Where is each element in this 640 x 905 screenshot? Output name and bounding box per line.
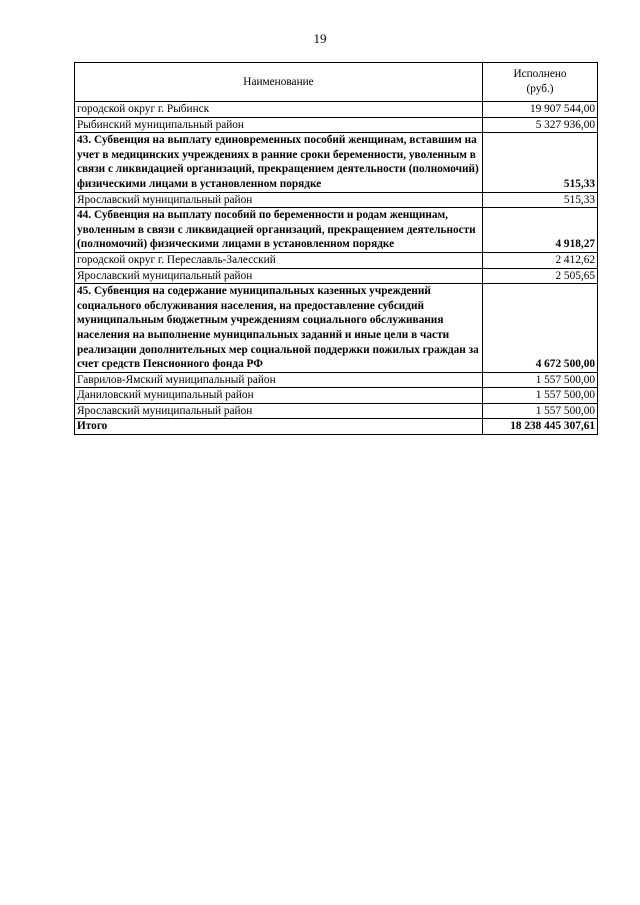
row-value: 2 412,62	[483, 252, 598, 268]
column-header-executed	[483, 63, 598, 102]
row-name: Ярославский муниципальный район	[75, 403, 483, 419]
row-value: 2 505,65	[483, 268, 598, 284]
row-value: 1 557 500,00	[483, 388, 598, 404]
page-number: 19	[313, 31, 327, 46]
row-value: 19 907 544,00	[483, 102, 598, 118]
row-value: 1 557 500,00	[483, 403, 598, 419]
table-header-row	[75, 63, 598, 102]
total-row	[75, 419, 598, 435]
section-row	[75, 284, 598, 373]
row-value: 5 327 936,00	[483, 117, 598, 133]
section-name: 45. Субвенция на содержание муниципальных казенных учреждений социального обслуживания населения, на предоставление субсидий муниципальным бюджетным учреждениям социального обслуживания населения на выполнение муниципальных заданий и иные цели в части реализации дополнительных мер социальной поддержки пожилых граждан за счет средств Пенсионного фонда РФ	[75, 284, 483, 373]
row-name: Ярославский муниципальный район	[75, 192, 483, 208]
section-value: 4 672 500,00	[483, 284, 598, 373]
row-name: городской округ г. Рыбинск	[75, 102, 483, 118]
section-row	[75, 133, 598, 192]
table-row	[75, 268, 598, 284]
table-row	[75, 388, 598, 404]
column-header-name: Наименование	[75, 63, 483, 102]
table-row	[75, 252, 598, 268]
row-value: 1 557 500,00	[483, 372, 598, 388]
row-name: Ярославский муниципальный район	[75, 268, 483, 284]
column-header-executed-line1: Исполнено	[513, 68, 567, 81]
column-header-executed-line2: (руб.)	[526, 83, 554, 95]
section-name: 43. Субвенция на выплату единовременных пособий женщинам, вставшим на учет в медицинских учреждениях в ранние сроки беременности, уволенным в связи с ликвидацией организаций, прекращением деятельности (полномочий) физическими лицами в установленном порядке	[75, 133, 483, 192]
row-name: Рыбинский муниципальный район	[75, 117, 483, 133]
row-name: Даниловский муниципальный район	[75, 388, 483, 404]
table-row	[75, 117, 598, 133]
table-row	[75, 403, 598, 419]
row-name: Гаврилов-Ямский муниципальный район	[75, 372, 483, 388]
table-row	[75, 192, 598, 208]
budget-table	[74, 62, 598, 435]
section-value: 4 918,27	[483, 208, 598, 253]
section-value: 515,33	[483, 133, 598, 192]
row-value: 515,33	[483, 192, 598, 208]
section-row	[75, 208, 598, 253]
section-name: 44. Субвенция на выплату пособий по беременности и родам женщинам, уволенным в связи с ликвидацией организаций, прекращением деятельности (полномочий) физическими лицами в установленном порядке	[75, 208, 483, 253]
total-label: Итого	[75, 419, 483, 435]
total-value: 18 238 445 307,61	[483, 419, 598, 435]
table-row	[75, 102, 598, 118]
table-row	[75, 372, 598, 388]
row-name: городской округ г. Переславль-Залесский	[75, 252, 483, 268]
